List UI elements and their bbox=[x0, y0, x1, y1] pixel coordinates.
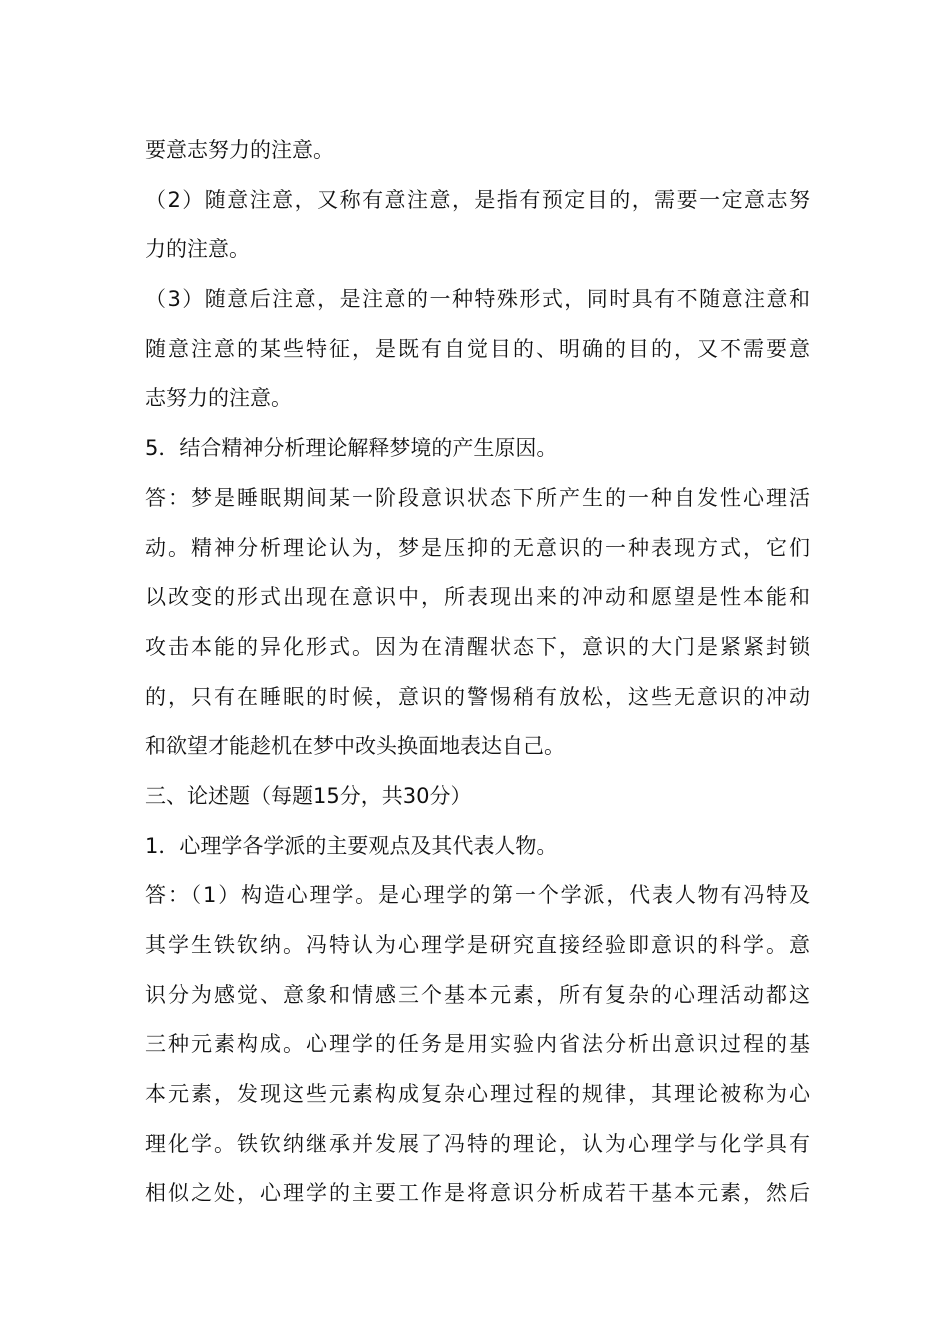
text-line: 本元素，发现这些元素构成复杂心理过程的规律，其理论被称为心 bbox=[145, 1082, 810, 1107]
text-line: 动。精神分析理论认为，梦是压抑的无意识的一种表现方式，它们 bbox=[145, 535, 810, 560]
text-line: 以改变的形式出现在意识中，所表现出来的冲动和愿望是性本能和 bbox=[145, 585, 810, 610]
text-line: （3）随意后注意，是注意的一种特殊形式，同时具有不随意注意和 bbox=[145, 287, 810, 312]
text-line: 相似之处，心理学的主要工作是将意识分析成若干基本元素，然后 bbox=[145, 1181, 810, 1206]
text-line: 其学生铁钦纳。冯特认为心理学是研究直接经验即意识的科学。意 bbox=[145, 933, 810, 957]
text-line: 志努力的注意。 bbox=[145, 386, 292, 411]
text-line: 理化学。铁钦纳继承并发展了冯特的理论，认为心理学与化学具有 bbox=[145, 1131, 810, 1156]
text-line: 答：（1）构造心理学。是心理学的第一个学派，代表人物有冯特及 bbox=[145, 883, 810, 908]
text-line: 的，只有在睡眠的时候，意识的警惕稍有放松，这些无意识的冲动 bbox=[145, 684, 810, 709]
text-line: 力的注意。 bbox=[145, 237, 250, 262]
question-heading: 1．心理学各学派的主要观点及其代表人物。 bbox=[145, 833, 558, 858]
text-line: 随意注意的某些特征，是既有自觉目的、明确的目的，又不需要意 bbox=[145, 336, 810, 361]
text-line: 三种元素构成。心理学的任务是用实验内省法分析出意识过程的基 bbox=[145, 1032, 810, 1057]
text-line: 要意志努力的注意。 bbox=[145, 138, 334, 162]
section-heading: 三、论述题（每题15分，共30分） bbox=[145, 783, 472, 808]
question-heading: 5．结合精神分析理论解释梦境的产生原因。 bbox=[145, 436, 558, 461]
text-line: 识分为感觉、意象和情感三个基本元素，所有复杂的心理活动都这 bbox=[145, 982, 810, 1007]
text-line: 攻击本能的异化形式。因为在清醒状态下，意识的大门是紧紧封锁 bbox=[145, 634, 810, 659]
text-line: （2）随意注意，又称有意注意，是指有预定目的，需要一定意志努 bbox=[145, 187, 810, 212]
text-line: 和欲望才能趁机在梦中改头换面地表达自己。 bbox=[145, 734, 565, 759]
text-line: 答：梦是睡眠期间某一阶段意识状态下所产生的一种自发性心理活 bbox=[145, 485, 810, 510]
document-body bbox=[145, 126, 810, 1219]
